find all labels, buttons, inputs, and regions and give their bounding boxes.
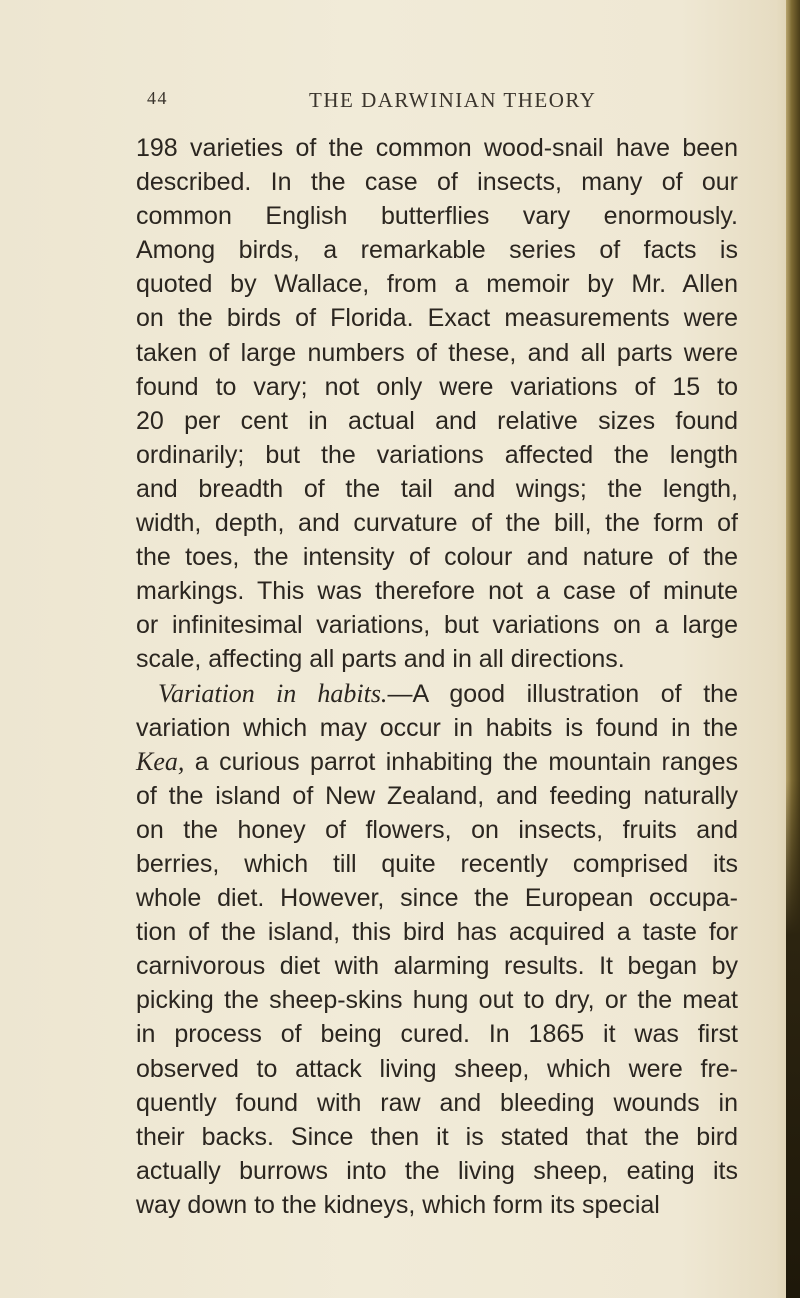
text-line: quoted by Wallace, from a memoir by Mr. Allen [136,270,738,299]
page-number: 44 [147,88,168,108]
text-line: taken of large numbers of these, and all parts were [136,338,738,367]
text-line: variation which may occur in habits is found in the [136,713,738,742]
running-head: THE DARWINIAN THEORY [309,88,597,112]
text-line: 20 per cent in actual and relative sizes found [136,406,738,435]
text-line: carnivorous diet with alarming results. It began by [136,952,738,981]
text-line: their backs. Since then it is stated that the bird [136,1122,738,1151]
text-line: common English butterflies vary enormously. [136,202,738,231]
text-fragment: a curious parrot inhabiting the mountain ranges [184,747,738,776]
text-line: of the island of New Zealand, and feeding naturally [136,781,738,810]
text-line: on the birds of Florida. Exact measurements were [136,304,738,333]
text-line: actually burrows into the living sheep, eating its [136,1156,738,1185]
text-line: width, depth, and curvature of the bill, the form of [136,509,738,538]
text-line [136,745,738,779]
body-text [136,131,738,1222]
section-heading-italic: Variation in habits. [158,678,388,708]
text-line: and breadth of the tail and wings; the length, [136,474,738,503]
text-line: berries, which till quite recently comprised its [136,849,738,878]
text-line: observed to attack living sheep, which were fre- [136,1054,738,1083]
text-line: in process of being cured. In 1865 it was first [136,1020,738,1049]
text-line: described. In the case of insects, many of our [136,168,738,197]
paragraph-start-line [136,677,738,711]
page-edge-shadow [786,0,800,1298]
text-line: Among birds, a remarkable series of facts is [136,236,738,265]
text-line: picking the sheep-skins hung out to dry, or the meat [136,986,738,1015]
text-line: on the honey of flowers, on insects, fruits and [136,815,738,844]
text-line: or infinitesimal variations, but variations on a large [136,611,738,640]
text-line: the toes, the intensity of colour and nature of the [136,543,738,572]
text-line: scale, affecting all parts and in all directions. [136,645,625,674]
text-fragment: —A good illustration of the [387,679,738,708]
text-line: 198 varieties of the common wood-snail have been [136,134,738,162]
text-line: ordinarily; but the variations affected the length [136,440,738,469]
text-line: whole diet. However, since the European occupa- [136,884,738,913]
text-line: way down to the kidneys, which form its special [136,1190,660,1219]
text-line: found to vary; not only were variations of 15 to [136,372,738,401]
text-line: tion of the island, this bird has acquired a taste for [136,918,738,947]
text-line: markings. This was therefore not a case of minute [136,577,738,606]
page-header [147,88,744,118]
kea-italic: Kea, [136,746,185,776]
text-line: quently found with raw and bleeding wounds in [136,1088,738,1117]
